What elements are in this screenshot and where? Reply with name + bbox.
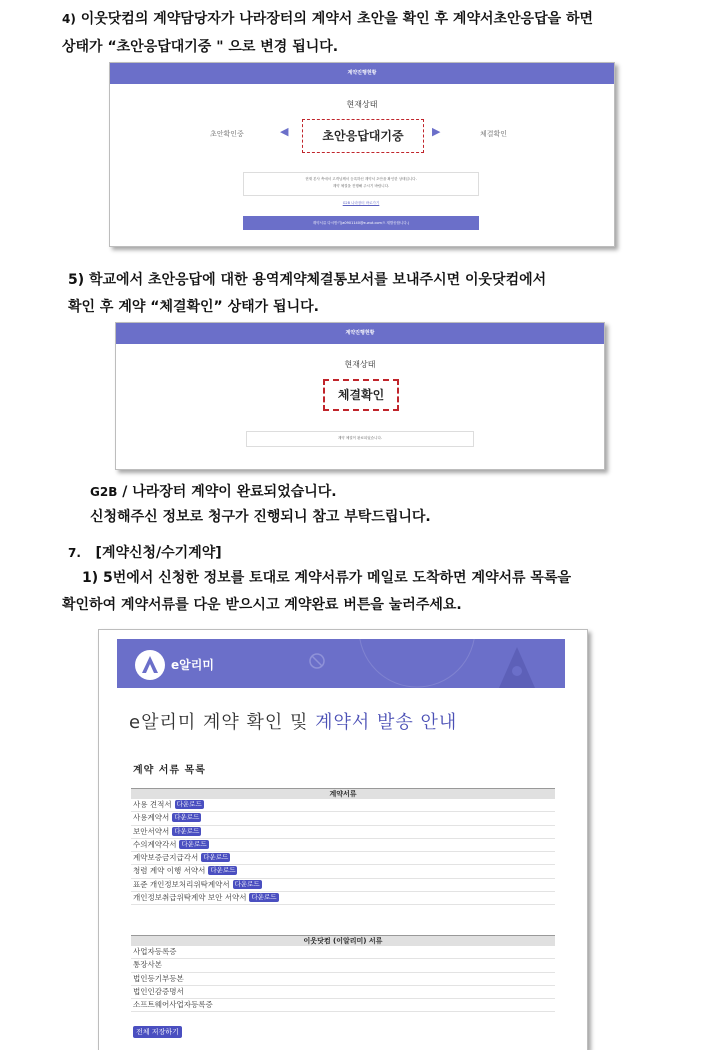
step4-text bbox=[62, 8, 593, 30]
section7-heading bbox=[68, 542, 222, 564]
download-button[interactable]: 다운로드 bbox=[181, 839, 207, 848]
g2b-link[interactable]: G2B 나라장터 바로가기 bbox=[342, 201, 380, 205]
next-status: 체결확인 bbox=[480, 130, 508, 138]
doc-name: 보안서약서 bbox=[133, 826, 170, 836]
info-line2: 계약 체결을 진행해 주시기 바랍니다. bbox=[332, 184, 390, 188]
contract-doc-row bbox=[131, 812, 555, 825]
doc-name: 사용계약서 bbox=[133, 813, 170, 823]
doc-name: 청렴 계약 이행 서약서 bbox=[133, 866, 206, 876]
doc-name: 개인정보취급위탁계약 보안 서약서 bbox=[133, 893, 247, 903]
section7-step1-line1: 1) 5번에서 신청한 정보를 토대로 계약서류가 메일로 도착하면 계약서류 목록을 bbox=[82, 570, 571, 586]
doc-list-title: 계약 서류 목록 bbox=[133, 765, 206, 776]
resend-documents-button[interactable]: 계약서류 다시받기(a0901140@e-wut.com으 재발송합니다.) bbox=[243, 216, 479, 230]
arrow-right-icon: ▶ bbox=[432, 125, 441, 138]
contract-doc-row bbox=[131, 826, 555, 839]
contract-doc-row bbox=[131, 865, 555, 878]
g2b-label: G2B bbox=[90, 485, 118, 499]
current-status-box: 체결확인 bbox=[323, 379, 399, 411]
email-title bbox=[129, 708, 457, 734]
company-doc-rows bbox=[131, 946, 555, 1012]
status-info-box: 계약 체결이 완료되었습니다. bbox=[246, 431, 474, 447]
contract-doc-row bbox=[131, 799, 555, 812]
email-title-highlight: 계약서 발송 안내 bbox=[315, 712, 458, 733]
section7-number: 7. bbox=[68, 546, 81, 560]
doc-name: 수의계약각서 bbox=[133, 839, 177, 849]
contract-doc-row bbox=[131, 892, 555, 905]
contract-doc-table bbox=[131, 788, 555, 905]
download-button[interactable]: 다운로드 bbox=[174, 813, 200, 822]
doc-name: 표준 개인정보처리위탁계약서 bbox=[133, 879, 230, 889]
contract-doc-row bbox=[131, 839, 555, 852]
contract-doc-rows bbox=[131, 799, 555, 905]
email-screenshot bbox=[98, 629, 588, 1050]
company-doc-header: 이웃닷컴 (이알리미) 서류 bbox=[131, 935, 555, 946]
company-doc-row: 소프트웨어사업자등록증 bbox=[131, 999, 555, 1012]
download-button[interactable]: 다운로드 bbox=[176, 800, 202, 808]
email-banner bbox=[117, 639, 565, 688]
contract-doc-header: 계약서류 bbox=[131, 788, 555, 799]
company-doc-row: 법인인감증명서 bbox=[131, 986, 555, 999]
step4-line2: 상태가 “초안응답대기중 " 으로 변경 됩니다. bbox=[62, 39, 339, 55]
email-title-plain: e알리미 계약 확인 및 bbox=[129, 712, 316, 733]
company-doc-table bbox=[131, 935, 555, 1012]
decor-circle-icon bbox=[307, 651, 327, 671]
doc-name: 사용 견적서 bbox=[133, 800, 172, 809]
download-button[interactable]: 다운로드 bbox=[210, 866, 236, 875]
info-line1: 현재 본사 측에서 고객님께서 등록하신 계약서 초안을 확인한 상태입니다. bbox=[305, 177, 417, 181]
status-screenshot-confirmed bbox=[115, 322, 605, 470]
section7-title: [계약신청/수기계약] bbox=[95, 545, 222, 561]
arrow-left-icon: ◀ bbox=[280, 125, 289, 138]
progress-header: 계약진행현황 bbox=[116, 323, 604, 344]
status-info-box bbox=[243, 172, 479, 196]
progress-header: 계약진행현황 bbox=[110, 63, 614, 84]
contract-doc-row bbox=[131, 879, 555, 892]
download-button[interactable]: 다운로드 bbox=[251, 893, 277, 902]
status-screenshot-draft bbox=[109, 62, 615, 247]
step5-line2: 확인 후 계약 “체결확인” 상태가 됩니다. bbox=[68, 299, 319, 315]
current-status-box: 초안응답대기중 bbox=[302, 119, 424, 153]
save-all-button[interactable]: 전체 저장하기 bbox=[133, 1026, 182, 1038]
prev-status: 초안확인중 bbox=[210, 130, 244, 138]
notice-line1 bbox=[90, 481, 337, 503]
step4-number: 4) bbox=[62, 12, 76, 26]
notice-line2: 신청해주신 정보로 청구가 진행되니 참고 부탁드립니다. bbox=[90, 509, 431, 525]
company-doc-row: 법인등기부등본 bbox=[131, 973, 555, 986]
ealimi-logo-text: e알리미 bbox=[171, 658, 214, 672]
section7-step1-line2: 확인하여 계약서류를 다운 받으시고 계약완료 버튼을 눌러주세요. bbox=[62, 597, 462, 613]
current-status-label: 현재상태 bbox=[344, 360, 376, 369]
download-button[interactable]: 다운로드 bbox=[174, 826, 200, 835]
download-button[interactable]: 다운로드 bbox=[203, 853, 229, 862]
doc-name: 계약보증금지급각서 bbox=[133, 853, 199, 863]
step4-line1: 이웃닷컴의 계약담당자가 나라장터의 계약서 초안을 확인 후 계약서초안응답을 하면 bbox=[80, 11, 594, 27]
notice-line1-text: / 나라장터 계약이 완료되었습니다. bbox=[117, 484, 337, 500]
decor-rocket-icon bbox=[495, 645, 539, 688]
company-doc-row: 사업자등록증 bbox=[131, 946, 555, 959]
download-button[interactable]: 다운로드 bbox=[234, 879, 260, 888]
current-status-label: 현재상태 bbox=[346, 100, 378, 109]
step5-line1: 5) 학교에서 초안응답에 대한 용역계약체결통보서를 보내주시면 이웃닷컴에서 bbox=[68, 272, 547, 288]
decor-ring-icon bbox=[357, 639, 477, 688]
contract-doc-row bbox=[131, 852, 555, 865]
ealimi-logo-icon bbox=[135, 650, 165, 680]
company-doc-row: 통장사본 bbox=[131, 959, 555, 972]
